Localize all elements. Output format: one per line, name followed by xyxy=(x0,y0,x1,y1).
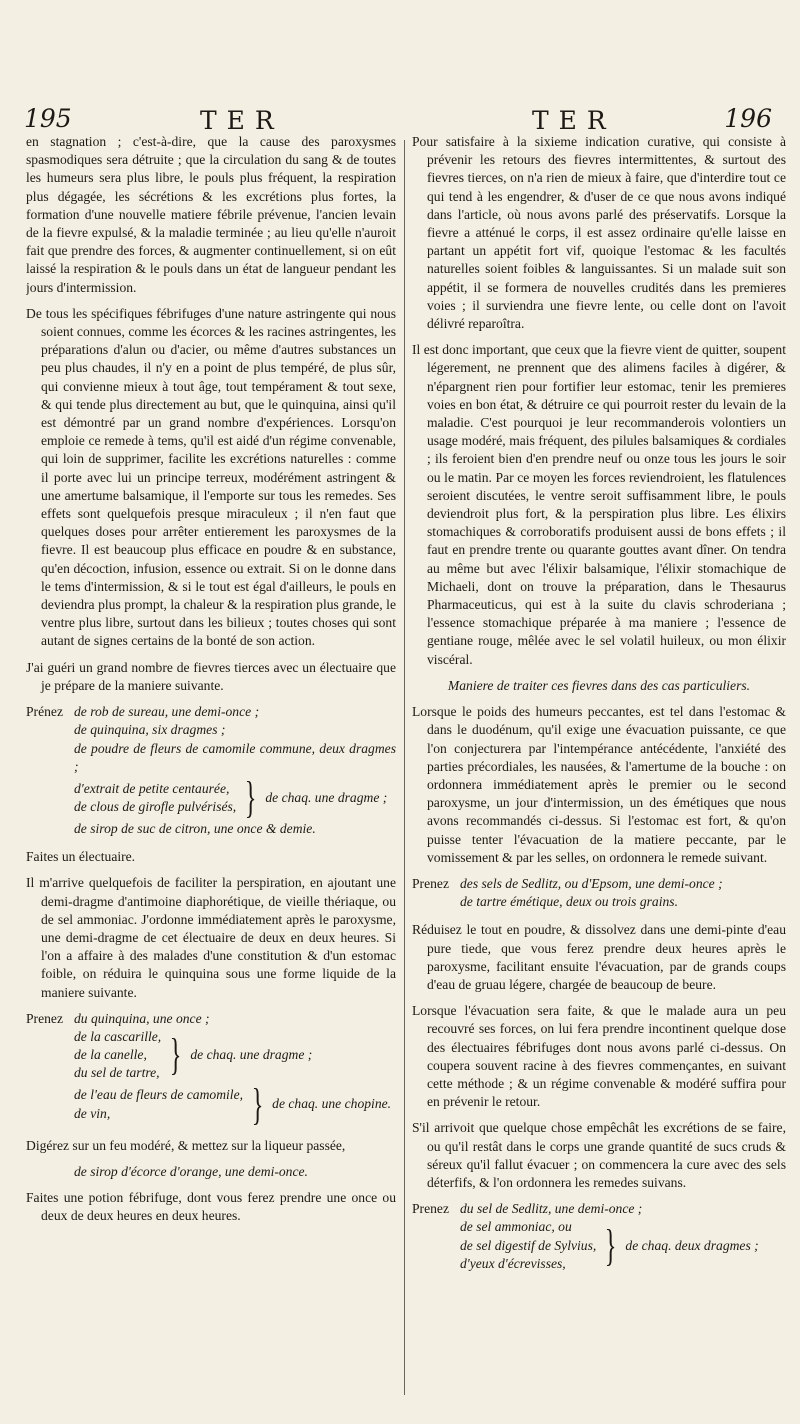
prescription-line: de clous de girofle pulvérisés, xyxy=(74,798,237,814)
right-paragraph-4: Réduisez le tout en poudre, & dissolvez dans une demi-pinte d'eau pure tiede, que vous ferez prendre deux heures après le paroxysme, facilitant ensuite l'évacuation, par de grands coups d'eau de gruau légere, chargée de beaucoup de beure. xyxy=(412,922,786,992)
prescription-brace-group xyxy=(412,1218,786,1273)
left-paragraph-4: Faites un électuaire. xyxy=(26,849,136,865)
running-head-left: TER xyxy=(200,106,284,135)
prescription-4 xyxy=(412,1200,786,1273)
left-paragraph-1: en stagnation ; c'est-à-dire, que la cause des paroxysmes spasmodiques sera détruite ; que la circulation du sang & de toutes les humeurs sera plus libre, le pouls plus fréquent, la respiration plus dégagée, les sécrétions & les excrétions plus fortes, la formation d'une nouvelle matiere fébrile prévenue, l'ancien levain de la fievre expulsé, & la maladie terminée ; au lieu qu'elle n'auroit fait que prendre des forces, & augmenter continuellement, si on eût laissé la respiration & le pouls dans un état de langueur pendant les jours d'intermission. xyxy=(26,134,396,295)
prescription-line: de sirop de suc de citron, une once & demie. xyxy=(74,820,316,836)
left-paragraph-2: De tous les spécifiques fébrifuges d'une nature astringente qui nous soient connues, comme les écorces & les racines astringentes, les préparations d'alun ou d'acier, ou même d'autres substances un peu plus chaudes, il n'y en a point de plus tempéré, de plus sûr, qui convienne mieux à tout âge, tout tempérament & tout sexe, & qui tende plus directement au but, que le quinquina, ainsi qu'il est démontré par un grand nombre d'expériences. Lorsqu'on emploie ce remede à tems, qu'il est aidé d'un régime convenable, qui loin de supprimer, facilite les excrétions naturelles : comme il porte avec lui un principe terreux, modérément astringent & une amertume balsamique, il l'emporte sur tous les remedes. Ses effets sont quelquefois presque miraculeux ; il n'en faut que quelques doses pour arrêter entierement les paroxysmes de la fievre. Il est beaucoup plus efficace en poudre & en substance, qu'en décoction, infusion, essence ou extrait. Si on le donne dans le tems d'intermission, & si le tout est égal d'ailleurs, le pouls en deviendra plus prompt, la chaleur & la respiration plus grande, le ventre plus libre, surtout dans les bilieux ; toutes choses qui sont autant de signes certains de la bonté de son action. xyxy=(26,305,396,649)
right-paragraph-5: Lorsque l'évacuation sera faite, & que le malade aura un peu recouvré ses forces, on lui fera prendre incontinent quelque dose des électuaires fébrifuges dont nous avons parlé ci-dessus. On coupera souvent racine à des fievres commençantes, en suivant cette méthode ; & un régime convenable & modéré suffira pour en prévenir le retour. xyxy=(412,1003,786,1110)
prescription-lead: Prénez xyxy=(26,704,63,720)
prescription-brace-group xyxy=(26,772,396,822)
left-paragraph-6: Digérez sur un feu modéré, & mettez sur la liqueur passée, xyxy=(26,1137,346,1153)
prescription-dose: de chaq. une chopine. xyxy=(272,1096,392,1112)
right-paragraph-1: Pour satisfaire à la sixieme indication curative, qui consiste à prévenir les retours des fievres intermittentes, & surtout des fievres tierces, on n'a rien de mieux à faire, que d'interdire tout ce qui tend à les engendrer, & d'user de ce que nous avons indiqué dans l'article, où nous avons parlé des préservatifs. Lorsque la fievre a atténué le corps, il est assez ordinaire qu'elle laisse en partant un appétit fort vif, quoique l'estomac & les facultés naturelles soient foibles & languissantes. Si un malade suit son appétit, il se formera de nouvelles crudités dans les premieres voies ; il surviendra une fievre lente, ou celle dont on l'avoit délivré reparoîtra. xyxy=(412,134,786,332)
brace-glyph: } xyxy=(244,772,257,822)
prescription-dose: de chaq. deux dragmes ; xyxy=(625,1237,759,1253)
right-column xyxy=(412,133,786,1418)
prescription-line: de poudre de fleurs de camomile commune, deux dragmes ; xyxy=(74,740,396,774)
right-paragraph-6: S'il arrivoit que quelque chose empêchât les excrétions de se faire, ou qu'il restât dans le corps une grande quantité de sucs cruds & séreux qu'il fallut évacuer ; on commencera la cure avec des sels déterfifs, & l'on ordonnera les remedes suivans. xyxy=(412,1120,786,1190)
prescription-line: de vin, xyxy=(74,1105,111,1121)
right-paragraph-3: Lorsque le poids des humeurs peccantes, est tel dans l'estomac & dans le duodénum, qu'il exige une évacuation puissante, ce que l'on conjecturera par l'intempérance antécédente, l'anxiété des parties précordiales, les nausées, & l'amertume de la bouche : on ordonnera immédiatement après le premier ou le second paroxysme, un jour d'intermission, un des émétiques que nous avons recommandés ci-dessus. Si l'estomac est fort, & qu'on puisse tenter l'évacuation de la matiere peccante, par le vomissement & par les selles, on ordonnera le remede suivant. xyxy=(412,704,786,865)
left-paragraph-5: Il m'arrive quelquefois de faciliter la perspiration, en ajoutant une demi-dragme d'antimoine diaphorétique, de vieille thériaque, ou de sel ammoniac. J'ordonne immédiatement après le paroxysme, une demi-dragme de cet électuaire de deux en deux heures. Si l'on a affaire à des malades d'une constitution & d'un estomac foible, on réduira le quinquina sous une forme liquide de la maniere suivante. xyxy=(26,875,396,1000)
left-paragraph-8: Faites une potion fébrifuge, dont vous ferez prendre une once ou deux de deux heures en deux heures. xyxy=(26,1189,396,1224)
prescription-line: du sel de Sedlitz, une demi-once ; xyxy=(460,1201,643,1217)
prescription-line: de l'eau de fleurs de camomile, xyxy=(74,1087,244,1103)
prescription-line: de quinquina, six dragmes ; xyxy=(74,722,226,738)
prescription-line: du quinquina, une once ; xyxy=(74,1010,210,1026)
prescription-1 xyxy=(26,703,396,838)
prescription-line: de tartre émétique, deux ou trois grains. xyxy=(460,894,678,910)
left-column xyxy=(26,133,396,1398)
left-paragraph-7: de sirop d'écorce d'orange, une demi-once. xyxy=(74,1163,308,1179)
prescription-line: d'extrait de petite centaurée, xyxy=(74,780,230,796)
prescription-line: de sel ammoniac, ou xyxy=(460,1219,572,1235)
prescription-brace-group xyxy=(26,1079,396,1129)
brace-glyph: } xyxy=(605,1220,617,1270)
prescription-lead: Prenez xyxy=(412,875,449,891)
prescription-line: de sel digestif de Sylvius, xyxy=(460,1237,597,1253)
section-subheading: Maniere de traiter ces fievres dans des cas particuliers. xyxy=(447,677,751,693)
right-paragraph-2: Il est donc important, que ceux que la fievre vient de quitter, soupent légerement, ne prennent que des alimens faciles à digérer, & n'épargnent rien pour fortifier leur estomac, tenir les premieres voies en bon état, & détruire ce qui pourroit rester du levain de la maladie. C'est pourquoi je leur recommanderois volontiers un usage modéré, mais fréquent, des pilules balsamiques & cordiales ; ils feroient bien d'en prendre neuf ou onze tous les jours le soir ou le matin. Par ce moyen les forces reviendroient, les flatulences seroient discutées, le ventre seroit suffisamment libre, le pouls deviendroit plus fort, & la perspiration plus libre. Les élixirs stomachiques & corroboratifs produisent aussi de bons effets ; il faut en prendre trente ou quarante gouttes avant dîner. On tendra au même but avec l'élixir balsamique, l'élixir stomachique de Michaeli, dont on trouve la préparation, dans le Thesaurus Pharmaceuticus, qui est à la suite du clavis schroderiana ; l'essence stomachique préparée à ma maniere ; l'essence de gentiane rouge, mêlée avec le sel volatil huileux, ou mon élixir viscéral. xyxy=(412,342,786,667)
prescription-line: de rob de sureau, une demi-once ; xyxy=(74,704,260,720)
prescription-line: de la cascarille, xyxy=(74,1028,162,1044)
prescription-line: du sel de tartre, xyxy=(74,1065,160,1081)
prescription-3 xyxy=(412,875,786,911)
running-head-right: TER xyxy=(532,106,616,135)
prescription-lead: Prenez xyxy=(412,1201,449,1217)
brace-glyph: } xyxy=(251,1079,264,1129)
prescription-2 xyxy=(26,1010,396,1127)
prescription-lead: Prenez xyxy=(26,1010,63,1026)
page-number-right: 196 xyxy=(724,104,772,133)
left-paragraph-3: J'ai guéri un grand nombre de fievres tierces avec un électuaire que je prépare de la maniere suivante. xyxy=(26,659,396,693)
prescription-line: d'yeux d'écrevisses, xyxy=(460,1255,566,1271)
column-divider xyxy=(404,140,405,1395)
prescription-line: de la canelle, xyxy=(74,1047,147,1063)
prescription-brace-group xyxy=(26,1028,396,1083)
page-number-left: 195 xyxy=(24,104,72,133)
prescription-line: des sels de Sedlitz, ou d'Epsom, une demi-once ; xyxy=(460,875,723,891)
brace-glyph: } xyxy=(169,1030,182,1080)
prescription-dose: de chaq. une dragme ; xyxy=(190,1047,313,1063)
prescription-dose: de chaq. une dragme ; xyxy=(265,789,388,805)
